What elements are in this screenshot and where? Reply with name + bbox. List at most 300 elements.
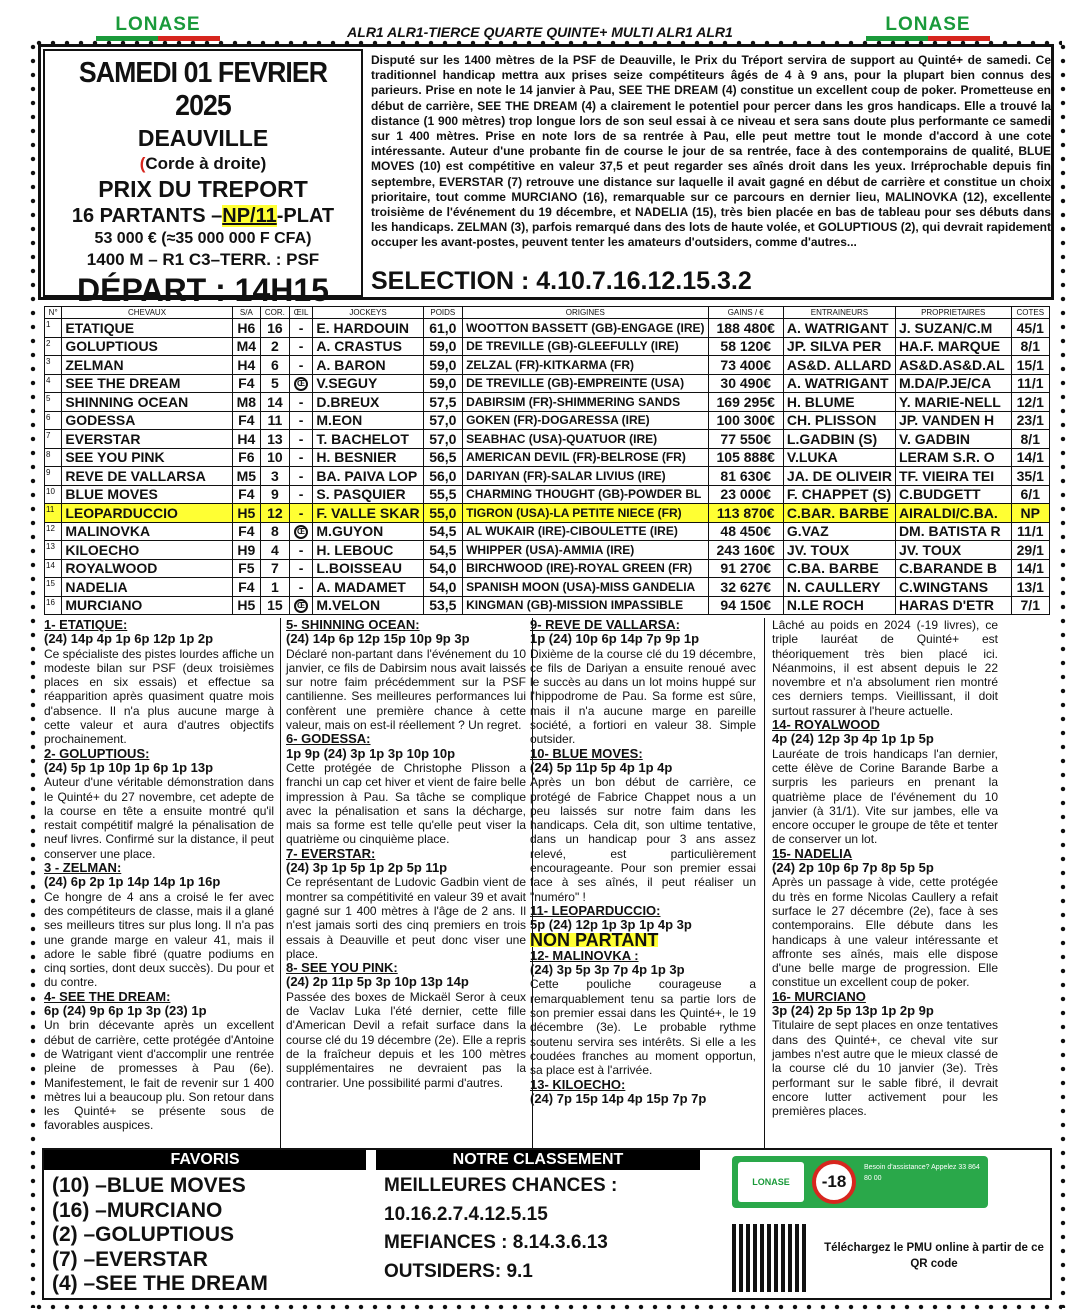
cell-entraineur: CH. PLISSON [783,411,895,430]
comment-heading: 7- EVERSTAR: [286,845,376,861]
cell-poids: 61,0 [423,319,462,338]
cell-gains: 113 870€ [708,504,783,523]
cell-horse: MALINOVKA [62,522,232,541]
comment-form-line: 3p (24) 2p 5p 13p 1p 2p 9p [772,1003,934,1019]
cell-entraineur: A. WATRIGANT [783,374,895,393]
cell-cote: 15/1 [1011,356,1049,375]
cell-corde: 15 [261,596,290,615]
cell-poids: 56,5 [423,448,462,467]
cell-jockey: H. BESNIER [313,448,423,467]
cell-origines: SEABHAC (USA)-QUATUOR (IRE) [463,430,708,449]
cell-oeil [289,596,313,615]
cell-cote: 29/1 [1011,541,1049,560]
cell-poids: 57,0 [423,430,462,449]
race-header [38,44,1054,308]
cell-cote: 14/1 [1011,448,1049,467]
cell-horse: REVE DE VALLARSA [62,467,232,486]
cell-poids: 53,5 [423,596,462,615]
race-prix: PRIX DU TREPORT [98,176,308,202]
cell-gains: 91 270€ [708,559,783,578]
cell-cote: 14/1 [1011,559,1049,578]
cell-corde: 8 [261,522,290,541]
cell-entraineur: G.VAZ [783,522,895,541]
race-distance: 1400 M – R1 C3–TERR. : PSF [86,250,320,269]
cell-proprietaire: C.BARANDE B [895,559,1011,578]
cell-horse: GODESSA [62,411,232,430]
cell-corde: 12 [261,504,290,523]
cell-horse: SHINNING OCEAN [62,393,232,412]
cell-proprietaire: J. SUZAN/C.M [895,319,1011,338]
cell-age: M8 [232,393,260,412]
table-row [45,337,1050,356]
cell-age: H6 [232,319,260,338]
column-header: COR. [261,307,290,319]
cell-oeil: - [289,541,313,560]
comment-form-line: (24) 5p 11p 5p 4p 1p 4p [530,759,673,775]
cell-gains: 188 480€ [708,319,783,338]
cell-poids: 56,0 [423,467,462,486]
cell-oeil: - [289,319,313,338]
cell-horse: ROYALWOOD [62,559,232,578]
comment-form-line: (24) 2p 11p 5p 3p 10p 13p 14p [286,974,469,990]
comment-text: Passée des boxes de Mickaël Seror à ceux de Vaclav Luka l'été dernier, cette fille d'American Devil a refait surface dans la course clé du 19 décembre (2e). Elle a repris de la fraîcheur depuis et les 100 mètres supplémentaires ne devraient pas la contrarier. Une possibilité parmi d'autres. [286,989,526,1090]
cell-poids: 54,0 [423,559,462,578]
comments-column-1 [44,618,274,1148]
cell-oeil: - [289,467,313,486]
classement-line: MEILLEURES CHANCES : [384,1175,618,1196]
comment-heading: 11- LEOPARDUCCIO: [530,902,661,918]
column-divider [280,618,281,1148]
comment-heading: 10- BLUE MOVES: [530,745,643,761]
race-allocation: 53 000 € (≈35 000 000 F CFA) [94,230,312,247]
cell-origines: ZELZAL (FR)-KITKARMA (FR) [463,356,708,375]
cell-oeil: - [289,485,313,504]
cell-origines: DE TREVILLE (GB)-EMPREINTE (USA) [463,374,708,393]
cell-gains: 23 000€ [708,485,783,504]
cell-cote: 6/1 [1011,485,1049,504]
cell-num: 14 [45,559,62,578]
cell-num: 8 [45,448,62,467]
column-header: ŒIL [289,307,313,319]
cell-origines: WHIPPER (USA)-AMMIA (IRE) [463,541,708,560]
table-row [45,374,1050,393]
help-hotline: Besoin d'assistance? Appelez 33 864 80 00 [864,1164,980,1182]
cell-poids: 54,5 [423,541,462,560]
cell-proprietaire: DM. BATISTA R [895,522,1011,541]
column-header: JOCKEYS [313,307,423,319]
qr-code-icon[interactable] [732,1224,806,1292]
classement-line: MEFIANCES : 8.14.3.6.13 [384,1232,608,1253]
column-header: COTES [1011,307,1049,319]
cell-age: F4 [232,374,260,393]
cell-entraineur: AS&D. ALLARD [783,356,895,375]
lonase-logo-right: LONASE [858,14,998,40]
column-header: ORIGINES [463,307,708,319]
cell-proprietaire: Y. MARIE-NELL [895,393,1011,412]
race-corde: (Corde à droite) [139,154,267,173]
comment-heading: 8- SEE YOU PINK: [286,960,398,976]
classement-list [384,1172,617,1286]
bet-types-bar: ALR1 ALR1-TIERCE QUARTE QUINTE+ MULTI ALR1 ALR1 [347,24,733,40]
comment-heading: 6- GODESSA: [286,731,371,747]
cell-gains: 81 630€ [708,467,783,486]
oeilleres-icon: Œ [294,525,308,539]
classement-line: OUTSIDERS: 9.1 [384,1260,533,1282]
cell-poids: 55,0 [423,504,462,523]
comment-heading: 4- SEE THE DREAM: [44,988,171,1004]
cell-num: 12 [45,522,62,541]
cell-gains: 105 888€ [708,448,783,467]
table-row [45,411,1050,430]
cell-age: F6 [232,448,260,467]
cell-jockey: M.EON [313,411,423,430]
cell-horse: SEE THE DREAM [62,374,232,393]
column-header: S/A [232,307,260,319]
cell-age: F4 [232,522,260,541]
cell-origines: GOKEN (FR)-DOGARESSA (IRE) [463,411,708,430]
cell-proprietaire: AS&D.AS&D.AL [895,356,1011,375]
cell-corde: 9 [261,485,290,504]
race-date: SAMEDI 01 FEVRIER 2025 [78,57,328,122]
classement-line: 10.16.2.7.4.12.5.15 [384,1203,548,1225]
cell-origines: CHARMING THOUGHT (GB)-POWDER BL [463,485,708,504]
comments-column-4 [772,618,998,1148]
cell-age: H5 [232,596,260,615]
cell-num: 15 [45,578,62,597]
cell-oeil: - [289,578,313,597]
cell-horse: KILOECHO [62,541,232,560]
comment-text: Titulaire de sept places en onze tentatives dans des Quinté+, ce cheval vite sur jambes n'est autre que le mieux classé de la course clé du 10 janvier (3e). Très performant sur le sable fibré, il devrait encore lutter activement pour les premières places. [772,1018,998,1119]
cell-age: H5 [232,504,260,523]
cell-origines: DABIRSIM (FR)-SHIMMERING SANDS [463,393,708,412]
cell-corde: 6 [261,356,290,375]
cell-poids: 57,0 [423,411,462,430]
cell-corde: 2 [261,337,290,356]
column-header: N° [45,307,62,319]
cell-gains: 94 150€ [708,596,783,615]
comments-column-2 [286,618,526,1148]
cell-num: 7 [45,430,62,449]
cell-gains: 48 450€ [708,522,783,541]
cell-cote: 35/1 [1011,467,1049,486]
comment-heading: 13- KILOECHO: [530,1076,626,1092]
cell-age: F4 [232,485,260,504]
comment-heading: 16- MURCIANO [772,988,866,1004]
cell-age: F4 [232,578,260,597]
cell-num: 10 [45,485,62,504]
comment-heading: 2- GOLUPTIOUS: [44,745,150,761]
cell-jockey: A. MADAMET [313,578,423,597]
cell-gains: 30 490€ [708,374,783,393]
cell-oeil: - [289,559,313,578]
cell-entraineur: JP. SILVA PER [783,337,895,356]
column-header: CHEVAUX [62,307,232,319]
classement-title: NOTRE CLASSEMENT [376,1150,700,1170]
cell-gains: 58 120€ [708,337,783,356]
favoris-item: (16) –MURCIANO [52,1198,223,1222]
cell-entraineur: F. CHAPPET (S) [783,485,895,504]
dotted-border-left [30,40,36,1308]
cell-cote: 12/1 [1011,393,1049,412]
favoris-title: FAVORIS [44,1150,366,1170]
comment-form-line: (24) 3p 5p 3p 7p 4p 1p 3p [530,962,685,978]
cell-horse: BLUE MOVES [62,485,232,504]
cell-jockey: T. BACHELOT [313,430,423,449]
table-row [45,319,1050,338]
comment-text: Lauréate de trois handicaps l'an dernier, cette élève de Corine Barande Barbe a surpris les parieurs en prenant la quatrième place de l'événement du 10 janvier (à 31/1). Vite sur jambes, elle va encore occuper le groupe de tête et tenter de conserver un lot. [772,746,998,847]
pmu-logo: LONASE [738,1162,804,1202]
comment-text: Après un passage à vide, cette protégée du très en forme Nicolas Caullery a refait surface le 27 décembre (2e), face à ses contemporains. Elle débute dans les handicaps à une valeur intéressante et affronte ses aînés, mais elle dispose d'une belle marge de progression. Elle constitue un excellent coup de poker. [772,875,998,990]
table-row [45,541,1050,560]
cell-jockey: M.GUYON [313,522,423,541]
pmu-banner[interactable] [732,1156,988,1208]
table-header-row [45,307,1050,319]
comment-heading: 1- ETATIQUE: [44,617,128,632]
table-row [45,393,1050,412]
non-partant-badge: NON PARTANT [530,929,659,950]
cell-jockey: S. PASQUIER [313,485,423,504]
cell-entraineur: L.GADBIN (S) [783,430,895,449]
cell-age: M5 [232,467,260,486]
comment-text: Auteur d'une véritable démonstration dans le Quinté+ du 27 novembre, cet adepte de la course en tête a ensuite montré qu'il restait compétitif malgré la pénalisation de neuf livres. Confirmé sur la distance, il peut conserver une place. [44,775,274,861]
cell-age: H4 [232,430,260,449]
cell-oeil: - [289,411,313,430]
column-divider [764,618,765,1148]
cell-gains: 73 400€ [708,356,783,375]
race-info-box [43,49,363,308]
cell-oeil: - [289,337,313,356]
cell-horse: SEE YOU PINK [62,448,232,467]
cell-entraineur: A. WATRIGANT [783,319,895,338]
table-row [45,578,1050,597]
cell-oeil: - [289,504,313,523]
cell-horse: NADELIA [62,578,232,597]
comment-form-line: 1p 9p (24) 3p 1p 3p 10p 10p [286,745,456,761]
cell-corde: 5 [261,374,290,393]
favoris-item: (2) –GOLUPTIOUS [52,1223,235,1246]
cell-horse: MURCIANO [62,596,232,615]
cell-jockey: E. HARDOUIN [313,319,423,338]
cell-num: 11 [45,504,62,523]
cell-poids: 57,5 [423,393,462,412]
comment-heading: 14- ROYALWOOD [772,717,880,733]
cell-origines: BIRCHWOOD (IRE)-ROYAL GREEN (FR) [463,559,708,578]
cell-corde: 13 [261,430,290,449]
cell-num: 4 [45,374,62,393]
cell-entraineur: V.LUKA [783,448,895,467]
comment-form-line: (24) 7p 15p 14p 4p 15p 7p 7p [530,1090,707,1106]
comment-text: Déclaré non-partant dans l'événement du 10 janvier, ce fils de Dabirsim nous avait laissés sur notre faim précédemment sur la PSF cantilienne. Ses meilleures performances lui confèrent une première chance à cette valeur, mais on est-il réellement ? Un regret. [286,646,526,733]
race-venue: DEAUVILLE [137,125,269,151]
race-depart: DÉPART : 14H15 [77,272,329,308]
cell-oeil [289,522,313,541]
cell-num: 3 [45,356,62,375]
cell-proprietaire: JV. TOUX [895,541,1011,560]
cell-proprietaire: V. GADBIN [895,430,1011,449]
dotted-border-right [1060,40,1066,1308]
cell-poids: 54,0 [423,578,462,597]
cell-corde: 11 [261,411,290,430]
race-partants: 16 PARTANTS –NP/11-PLAT [71,205,335,227]
cell-horse: ETATIQUE [62,319,232,338]
comment-form-line: (24) 14p 6p 12p 15p 10p 9p 3p [286,631,470,647]
cell-oeil: - [289,356,313,375]
cell-corde: 3 [261,467,290,486]
comment-heading: 9- REVE DE VALLARSA: [530,617,680,632]
cell-corde: 7 [261,559,290,578]
column-header: PROPRIETAIRES [895,307,1011,319]
runners-table [44,306,1050,615]
cell-cote: 7/1 [1011,596,1049,615]
cell-horse: ZELMAN [62,356,232,375]
cell-poids: 59,0 [423,337,462,356]
comments-column-3 [530,618,756,1148]
table-row [45,559,1050,578]
cell-num: 5 [45,393,62,412]
comment-heading: 3 - ZELMAN: [44,860,122,876]
cell-origines: TIGRON (USA)-LA PETITE NIECE (FR) [463,504,708,523]
cell-age: F5 [232,559,260,578]
comment-text: Lâché au poids en 2024 (-19 livres), ce triple lauréat de Quinté+ est théoriquement très bien placé ici. Néanmoins, il est absent depuis le 22 novembre et n'a absolument rien montré ces derniers temps. Vieillissant, il doit surtout rassurer à l'heure actuelle. [772,618,998,718]
cell-age: M4 [232,337,260,356]
column-header: GAINS / € [708,307,783,319]
cell-cote: 13/1 [1011,578,1049,597]
comment-text: Dixième de la course clé du 19 décembre, ce fils de Dariyan a ensuite renoué avec le succès au dans un lot moins huppé sur l'hippodrome de Pau. Sa forme est sûre, mais il n'a aucune marge en pareille société, a fortiori en valeur 38. Simple outsider. [530,646,756,747]
cell-cote: 45/1 [1011,319,1049,338]
cell-jockey: F. VALLE SKAR [313,504,423,523]
download-text: Téléchargez le PMU online à partir de ce QR code [824,1242,1044,1270]
cell-corde: 16 [261,319,290,338]
lonase-logo-left: LONASE [88,14,228,40]
column-header: ENTRAINEURS [783,307,895,319]
comment-text: Ce spécialiste des pistes lourdes affiche un modeste bilan sur PSF (deux troisièmes places en six essais) et effectue sa réapparition après quasiment quatre mois d'absence. Il n'a plus aucune marge à cette valeur et aura d'autres objectifs prochainement. [44,646,274,747]
cell-num: 9 [45,467,62,486]
cell-origines: AL WUKAIR (IRE)-CIBOULETTE (IRE) [463,522,708,541]
comment-form-line: (24) 5p 1p 10p 1p 6p 1p 13p [44,759,214,775]
cell-origines: WOOTTON BASSETT (GB)-ENGAGE (IRE) [463,319,708,338]
comment-form-line: 4p (24) 12p 3p 4p 1p 1p 5p [772,731,934,747]
cell-corde: 10 [261,448,290,467]
cell-horse: EVERSTAR [62,430,232,449]
favoris-item: (7) –EVERSTAR [52,1247,208,1271]
cell-corde: 14 [261,393,290,412]
comment-text: Cette pouliche courageuse a remarquablement tenu sa partie lors de son premier essai dans les Quinté+, le 19 décembre (3e). Le probable rythme soutenu servira ses intérêts. Si elle a les coudées franches au moment opportun, sa place est à l'arrivée. [530,977,756,1078]
cell-proprietaire: C.WINGTANS [895,578,1011,597]
cell-entraineur: H. BLUME [783,393,895,412]
cell-num: 16 [45,596,62,615]
cell-jockey: A. CRASTUS [313,337,423,356]
favoris-list [52,1174,268,1297]
race-description: Disputé sur les 1400 mètres de la PSF de Deauville, le Prix du Tréport servira de support au Quinté+ de samedi. Ce traditionnel handicap mettra aux prises seize compétiteurs âgés de 4 à 9 ans, pour la plupart bien connus des parieurs. Prise en note le 14 janvier à Pau, SEE THE DREAM (4) constitue un excellent coup de poker. Prometteuse en début de carrière, SEE THE DREAM (4) a clairement le potentiel pour percer dans les gros handicaps. Elle a trouvé la distance (1 900 mètres) trop longue lors de son seul essai à ce niveau et sera sans doute plus performante ce samedi sur 1 400 mètres. Prise en note lors de sa rentrée à Pau, elle peut mettre tout le monde d'accord à une cote intéressante. Auteur d'une probante fin de course le jour de sa rentrée, face à des contemporains de qualité, BLUE MOVES (10) est compétitive en valeur 37,5 et peut regarder ses aînés droit dans les yeux. Irréprochable depuis fin septembre, EVERSTAR (7) retrouve une distance sur laquelle il avait gagné en début de carrière et constitue un choix prioritaire, tout comme MURCIANO (16), remarquable sur ce parcours en dernier lieu, MALINOVKA (12), excellente troisième de l'événement du 19 décembre, et NADELIA (15), très bien placée en bas de tableau pour ses débuts dans les handicaps. ZELMAN (3), parfois remarqué dans des lots de haute volée, et GOLUPTIOUS (2), qui devrait rapidement occuper les avant-postes, peuvent tenter les amateurs d'outsiders, comme d'autres... [371,53,1051,250]
comment-form-line: (24) 2p 10p 6p 7p 8p 5p 5p [772,860,934,876]
cell-gains: 100 300€ [708,411,783,430]
cell-entraineur: N.LE ROCH [783,596,895,615]
cell-horse: GOLUPTIOUS [62,337,232,356]
cell-jockey: L.BOISSEAU [313,559,423,578]
cell-proprietaire: HA.F. MARQUE [895,337,1011,356]
cell-age: H4 [232,356,260,375]
cell-jockey: V.SEGUY [313,374,423,393]
cell-entraineur: N. CAULLERY [783,578,895,597]
comment-form-line: 5p (24) 12p 1p 3p 1p 4p 3p [530,917,692,933]
dotted-border-bottom [32,1304,1062,1310]
table-row [45,522,1050,541]
cell-proprietaire: JP. VANDEN H [895,411,1011,430]
cell-cote: 11/1 [1011,374,1049,393]
cell-gains: 243 160€ [708,541,783,560]
table-row [45,430,1050,449]
table-row [45,596,1050,615]
cell-jockey: A. BARON [313,356,423,375]
comments-section [44,618,1050,1148]
comment-form-line: 6p (24) 9p 6p 1p 3p (23) 1p [44,1003,207,1019]
table-row [45,467,1050,486]
table-row [45,504,1050,523]
cell-entraineur: JV. TOUX [783,541,895,560]
comment-text: Ce hongre de 4 ans a croisé le fer avec des compétiteurs de classe, mais il a glané ses meilleurs titres sur plus long. Il n'a pas une grande marge en valeur 41, mais il adore le sable fibré (quatre podiums en cinq sorties, dont deux succès). Du pour et du contre. [44,889,274,990]
cell-cote: 8/1 [1011,337,1049,356]
column-header: POIDS [423,307,462,319]
comment-form-line: (24) 3p 1p 5p 1p 2p 5p 11p [286,860,448,876]
comment-text: Ce représentant de Ludovic Gadbin vient de montrer sa compétitivité en valeur 39 et avait gagné sur 1 400 mètres à l'âge de 2 ans. Il n'est jamais sorti des cinq premiers en trois essais à Deauville et peut donc viser une place. [286,875,526,961]
cell-proprietaire: TF. VIEIRA TEI [895,467,1011,486]
cell-cote: NP [1011,504,1049,523]
cell-jockey: D.BREUX [313,393,423,412]
cell-proprietaire: M.DA/P.JE/CA [895,374,1011,393]
cell-num: 6 [45,411,62,430]
comment-heading: 5- SHINNING OCEAN: [286,617,420,632]
cell-entraineur: C.BA. BARBE [783,559,895,578]
cell-corde: 1 [261,578,290,597]
cell-entraineur: C.BAR. BARBE [783,504,895,523]
cell-horse: LEOPARDUCCIO [62,504,232,523]
cell-poids: 59,0 [423,356,462,375]
cell-cote: 11/1 [1011,522,1049,541]
cell-origines: AMERICAN DEVIL (FR)-BELROSE (FR) [463,448,708,467]
cell-oeil: - [289,430,313,449]
cell-corde: 4 [261,541,290,560]
cell-jockey: BA. PAIVA LOP [313,467,423,486]
cell-proprietaire: HARAS D'ETR [895,596,1011,615]
cell-proprietaire: AIRALDI/C.BA. [895,504,1011,523]
cell-oeil [289,374,313,393]
cell-proprietaire: C.BUDGETT [895,485,1011,504]
cell-num: 13 [45,541,62,560]
comment-form-line: (24) 14p 4p 1p 6p 12p 1p 2p [44,631,214,647]
comment-form-line: (24) 6p 2p 1p 14p 14p 1p 16p [44,874,221,890]
cell-jockey: H. LEBOUC [313,541,423,560]
age-restriction-icon: -18 [812,1160,856,1204]
cell-gains: 32 627€ [708,578,783,597]
bottom-panel [42,1148,1052,1300]
cell-origines: DE TREVILLE (GB)-GLEEFULLY (IRE) [463,337,708,356]
cell-age: H9 [232,541,260,560]
table-row [45,448,1050,467]
cell-jockey: M.VELON [313,596,423,615]
race-selection: SELECTION : 4.10.7.16.12.15.3.2 [371,267,752,295]
cell-poids: 59,0 [423,374,462,393]
oeilleres-icon: Œ [294,377,308,391]
cell-cote: 23/1 [1011,411,1049,430]
cell-entraineur: JA. DE OLIVEIR [783,467,895,486]
cell-gains: 169 295€ [708,393,783,412]
cell-oeil: - [289,448,313,467]
cell-gains: 77 550€ [708,430,783,449]
cell-origines: DARIYAN (FR)-SALAR LIVIUS (IRE) [463,467,708,486]
cell-origines: SPANISH MOON (USA)-MISS GANDELIA [463,578,708,597]
comment-form-line: 1p (24) 10p 6p 14p 7p 9p 1p [530,631,700,647]
cell-cote: 8/1 [1011,430,1049,449]
